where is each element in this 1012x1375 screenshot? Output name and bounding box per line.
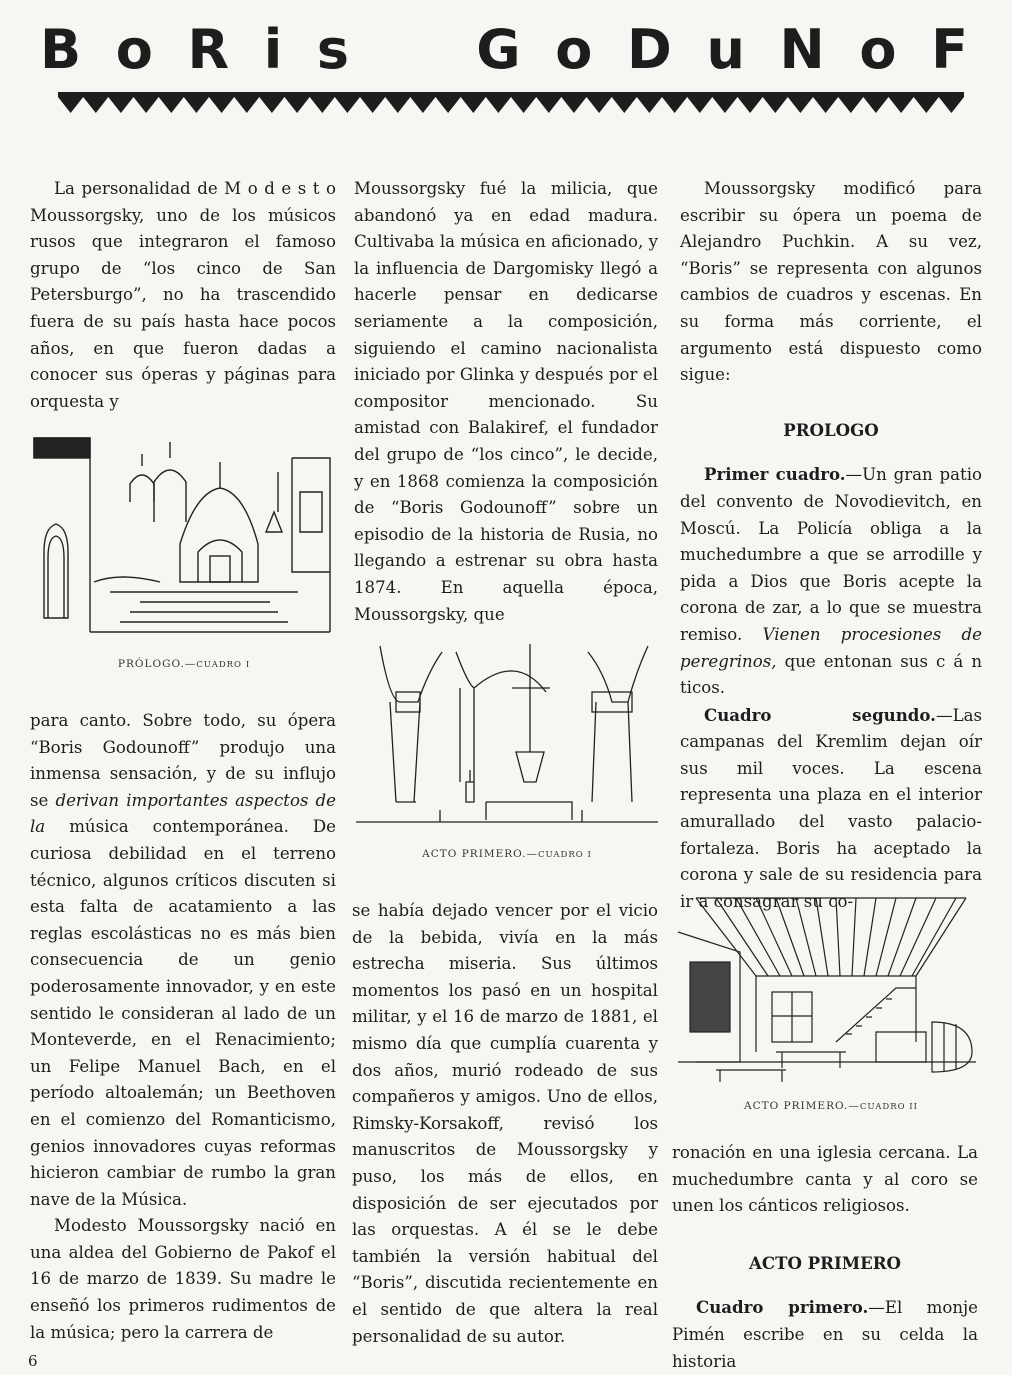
paragraph-text: —El monje Pimén escribe en su celda la historia — [672, 1298, 978, 1371]
paragraph-text: —Un gran patio del convento de Novodievitch, en Moscú. La Policía obliga a la muchedumbre a que se arrodille y pida a Dios que Boris acepte la corona de zar, a lo que se muestra remiso. — [680, 465, 982, 644]
paragraph: Modesto Moussorgsky nació en una aldea del Gobierno de Pakof el 16 de marzo de 1839. Su madre le enseñó los primeros rudimentos de la música; pero la carrera de — [30, 1216, 336, 1342]
column-2-top — [354, 176, 658, 628]
caption-text: PRÓLOGO.— — [117, 658, 197, 670]
column-2-bottom — [352, 898, 658, 1350]
section-heading: ACTO PRIMERO — [749, 1252, 901, 1273]
title-letter: B — [40, 17, 84, 81]
paragraph-label: Primer cuadro. — [704, 464, 846, 485]
title-letter: R — [187, 17, 232, 81]
paragraph — [672, 1294, 978, 1375]
column-3-top — [680, 176, 982, 915]
title-letter: s — [316, 17, 352, 81]
paragraph-text: que entonan sus c á n ticos. — [680, 651, 983, 698]
title-letter: F — [931, 17, 970, 81]
paragraph-italic: derivan importantes aspectos de la — [30, 790, 336, 837]
paragraph: Moussorgsky modificó para escribir su ópera un poema de Alejandro Puchkin. A su vez, “Boris” se representa con algunos cambios de cuadros y escenas. En su forma más corriente, el argumento está dispuesto como sigue: — [680, 179, 982, 385]
prologo-illustration — [30, 432, 338, 647]
title-letter: o — [115, 17, 155, 81]
caption-text: ACTO PRIMERO.— — [422, 848, 539, 860]
title-letter: i — [263, 17, 285, 81]
paragraph-italic: Vienen procesiones de peregrinos, — [680, 624, 982, 671]
column-1-bottom — [30, 708, 336, 1346]
paragraph-label: Cuadro primero. — [696, 1297, 869, 1318]
paragraph-label: Cuadro segundo. — [704, 704, 936, 725]
paragraph: Moussorgsky fué la milicia, que abandonó ya en edad madura. Cultivaba la música en aficionado, y la influencia de Dargomisky llegó a hacerle pensar en dedicarse seriamente a la composición, siguiendo el camino nacionalista iniciado por Glinka y después por el compositor mencionado. Su amistad con Balakiref, el fundador del grupo de “los cinco”, le decide, y en 1868 comienza la composición de “Boris Godounoff” sobre un episodio de la historia de Rusia, no llegando a estrenar su obra hasta 1874. En aquella época, Moussorgsky, que — [354, 179, 658, 624]
column-1-top — [30, 176, 336, 415]
paragraph: La personalidad de M o d e s t o Moussorgsky, uno de los músicos rusos que integraron el famoso grupo de “los cinco de San Petersburgo”, no ha trascendido fuera de su país hasta hace pocos años, en que fueron dadas a conocer sus óperas y páginas para orquesta y — [30, 179, 336, 411]
caption-acto-2 — [676, 1100, 986, 1112]
title-letter: N — [779, 17, 827, 81]
paragraph — [680, 702, 982, 916]
title-letter: o — [859, 17, 899, 81]
page-title — [40, 14, 970, 84]
caption-sc: CUADRO II — [859, 1102, 918, 1112]
column-3-bottom — [672, 1140, 978, 1375]
paragraph-text: para canto. Sobre todo, su ópera “Boris Godounoff” produjo una inmensa sensación, y de su influjo se — [30, 711, 336, 810]
title-letter: u — [706, 17, 747, 81]
paragraph: se había dejado vencer por el vicio de la bebida, vivía en la más estrecha miseria. Sus últimos momentos los pasó en un hospital militar, y el 16 de marzo de 1881, el mismo día que cumplía cuarenta y dos años, murió rodeado de sus compañeros y amigos. Uno de ellos, Rimsky-Korsakoff, revisó los manuscritos de Moussorgsky y puso, los más de ellos, en disposición de ser ejecutados por las orquestas. A él se le debe también la versión habitual del “Boris”, discutida recientemente en el sentido de que altera la real personalidad de su autor. — [352, 901, 658, 1346]
paragraph — [30, 708, 336, 1213]
acto-primero-cuadro-2-illustration — [676, 892, 986, 1092]
caption-acto-1 — [356, 848, 658, 860]
paragraph: ronación en una iglesia cercana. La muchedumbre canta y al coro se unen los cánticos religiosos. — [672, 1143, 978, 1216]
caption-sc: CUADRO I — [196, 660, 251, 670]
paragraph-text: —Las campanas del Kremlim dejan oír sus mil voces. La escena representa una plaza en el interior amurallado del vasto palacio-fortaleza. Boris ha aceptado la corona y sale de su residencia para ir a consagrar su co- — [680, 705, 982, 911]
caption-sc: CUADRO I — [538, 850, 592, 860]
title-letter: D — [626, 17, 674, 81]
paragraph-text: música contemporánea. De curiosa debilidad en el terreno técnico, algunos críticos discuten si esta falta de acatamiento a las reglas escolásticas no es más bien consecuencia de un genio poderosamente innovador, y en este sentido le consideran al lado de un Monteverde, en el Renacimiento; un Felipe Manuel Bach, en el período altoalemán; un Beethoven en el comienzo del Romanticismo, genios innovadores cuyas reformas hicieron cambiar de rumbo la gran nave de la Música. — [30, 817, 336, 1209]
title-letter: G — [476, 17, 523, 81]
paragraph — [680, 461, 982, 701]
acto-primero-cuadro-1-illustration — [356, 632, 658, 840]
section-heading: PROLOGO — [783, 419, 879, 440]
caption-text: ACTO PRIMERO.— — [744, 1100, 860, 1112]
zigzag-ornament — [58, 92, 964, 114]
page-number: 6 — [28, 1352, 38, 1370]
caption-prologo — [30, 658, 338, 670]
title-letter: o — [555, 17, 595, 81]
